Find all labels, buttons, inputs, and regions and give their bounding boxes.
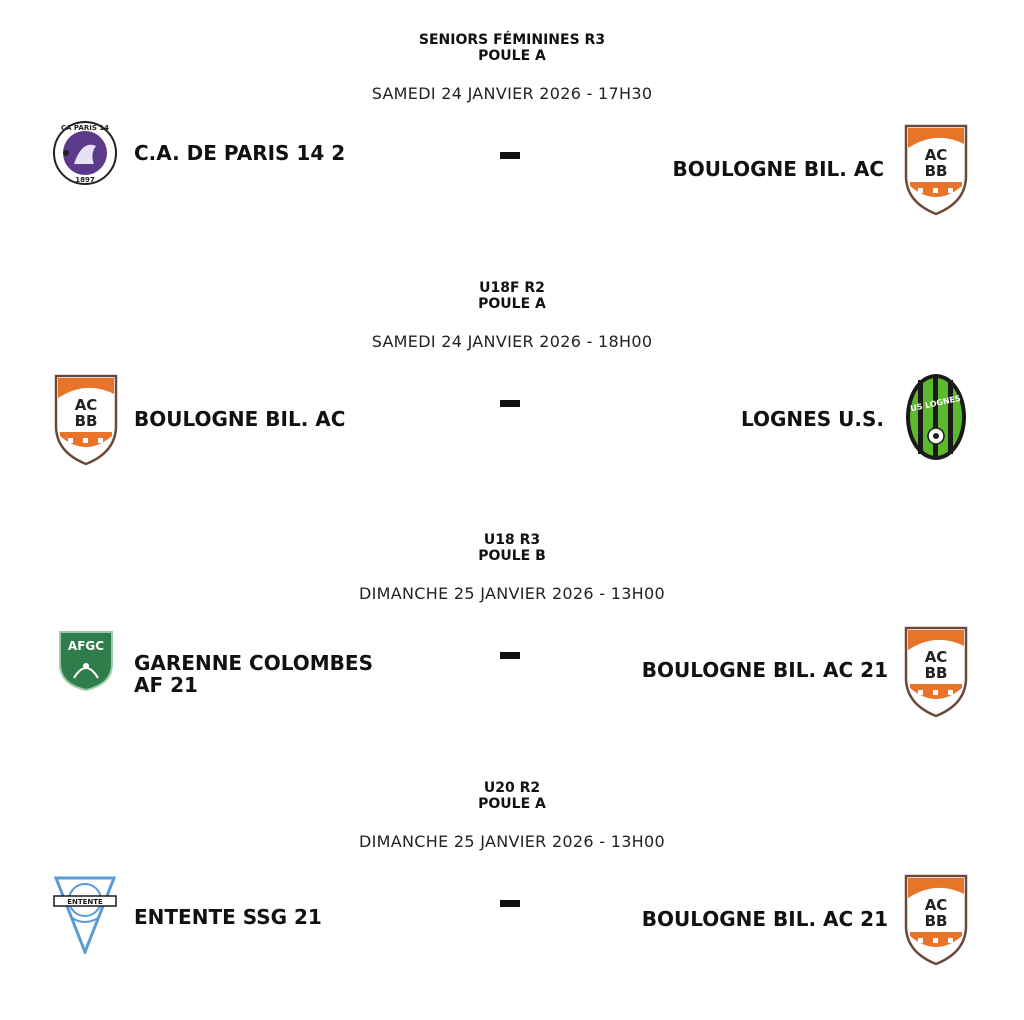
svg-text:BB: BB [924, 162, 948, 180]
score-separator [500, 152, 520, 159]
svg-text:US LOGNES: US LOGNES [909, 393, 962, 414]
home-team-name[interactable]: BOULOGNE BIL. AC [134, 407, 346, 431]
afgc-shield-icon [56, 628, 116, 692]
competition-header [0, 532, 1024, 564]
svg-text:BB: BB [924, 912, 948, 930]
svg-text:AC: AC [924, 146, 948, 164]
competition-header [0, 280, 1024, 312]
svg-text:AFGC: AFGC [67, 639, 105, 653]
home-team-name[interactable]: C.A. DE PARIS 14 2 [134, 141, 346, 165]
match-datetime: SAMEDI 24 JANVIER 2026 - 18H00 [371, 332, 653, 351]
svg-text:AC: AC [924, 648, 948, 666]
score-separator [500, 900, 520, 907]
away-team-name[interactable]: BOULOGNE BIL. AC 21 [641, 658, 888, 682]
match-card-3[interactable] [0, 532, 1024, 772]
svg-text:CA PARIS 14: CA PARIS 14 [60, 124, 110, 132]
competition-name: U18F R2 [479, 280, 545, 296]
match-card-2[interactable] [0, 280, 1024, 520]
competition-group: POULE A [478, 796, 546, 812]
svg-text:AC: AC [74, 396, 98, 414]
acbb-shield-icon [900, 872, 972, 966]
competition-group: POULE A [478, 48, 546, 64]
score-separator [500, 652, 520, 659]
home-team-name[interactable] [134, 652, 373, 696]
competition-name: U20 R2 [483, 780, 541, 796]
us-lognes-crest-icon [904, 372, 968, 462]
entente-ssg-badge-icon [52, 874, 118, 954]
match-datetime: DIMANCHE 25 JANVIER 2026 - 13H00 [359, 832, 665, 851]
competition-group: POULE B [478, 548, 546, 564]
acbb-shield-icon [900, 624, 972, 718]
acbb-shield-icon [900, 122, 972, 216]
svg-text:ENTENTE: ENTENTE [67, 898, 103, 906]
ca-paris-14-crest-icon [52, 120, 118, 186]
competition-header [0, 780, 1024, 812]
svg-text:1897: 1897 [75, 176, 95, 184]
competition-name: SENIORS FÉMININES R3 [418, 32, 606, 48]
home-team-name-line-2: AF 21 [134, 673, 198, 697]
svg-text:BB: BB [924, 664, 948, 682]
competition-group: POULE A [478, 296, 546, 312]
match-datetime: SAMEDI 24 JANVIER 2026 - 17H30 [371, 84, 653, 103]
acbb-shield-icon [50, 372, 122, 466]
match-card-4[interactable] [0, 780, 1024, 1020]
away-team-name[interactable]: LOGNES U.S. [740, 407, 884, 431]
competition-name: U18 R3 [483, 532, 541, 548]
competition-header [0, 32, 1024, 64]
svg-text:BB: BB [74, 412, 98, 430]
svg-text:AC: AC [924, 896, 948, 914]
score-separator [500, 400, 520, 407]
away-team-name[interactable]: BOULOGNE BIL. AC 21 [641, 907, 888, 931]
match-datetime: DIMANCHE 25 JANVIER 2026 - 13H00 [359, 584, 665, 603]
home-team-name-line-1: GARENNE COLOMBES [134, 651, 373, 675]
match-card-1[interactable] [0, 32, 1024, 272]
away-team-name[interactable]: BOULOGNE BIL. AC [672, 157, 884, 181]
home-team-name[interactable]: ENTENTE SSG 21 [134, 905, 322, 929]
